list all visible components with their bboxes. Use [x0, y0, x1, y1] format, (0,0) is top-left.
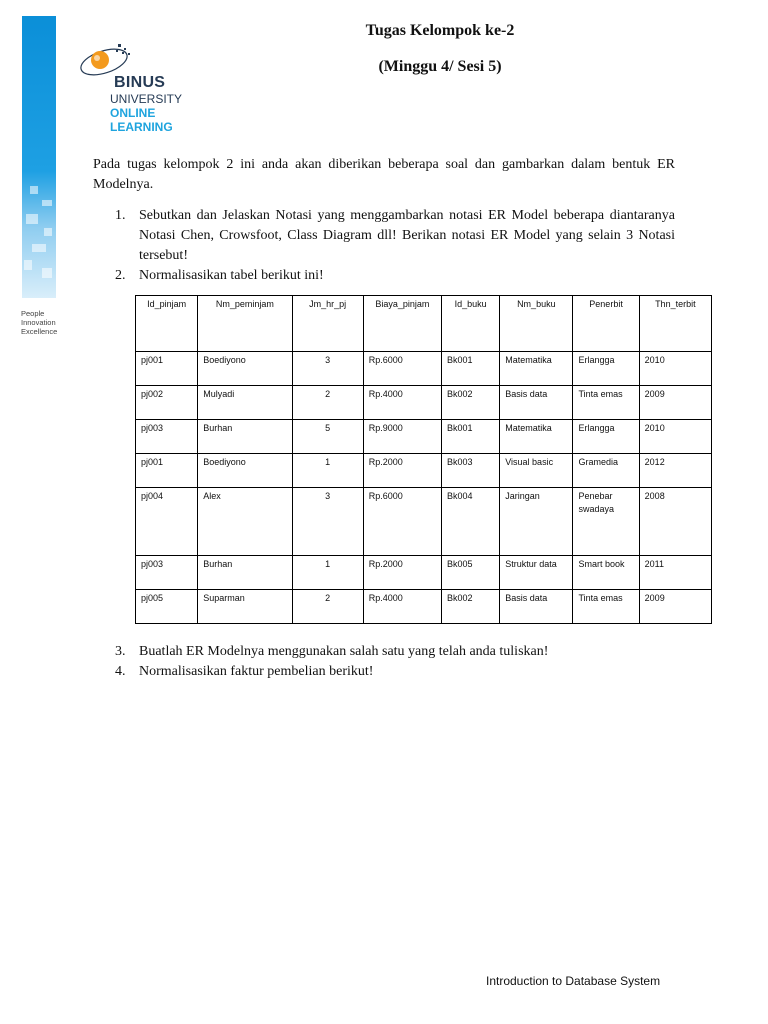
task-text: Sebutkan dan Jelaskan Notasi yang menggambarkan notasi ER Model beberapa diantaranya Notasi Chen, Crowsfoot, Class Diagram dll! Berikan notasi ER Model yang selain 3 Notasi tersebut!	[139, 208, 675, 263]
task-text: Buatlah ER Modelnya menggunakan salah satu yang telah anda tuliskan!	[139, 644, 549, 659]
table-row	[136, 590, 712, 624]
table-cell: Bk004	[442, 488, 500, 556]
table-cell: 2012	[639, 454, 711, 488]
table-cell: Penebar swadaya	[573, 488, 639, 556]
table-row	[136, 386, 712, 420]
task-text: Normalisasikan tabel berikut ini!	[139, 268, 324, 283]
table-cell: Boediyono	[198, 352, 292, 386]
table-cell: Gramedia	[573, 454, 639, 488]
column-header: Id_pinjam	[136, 296, 198, 352]
table-cell: Rp.4000	[363, 386, 441, 420]
table-row	[136, 454, 712, 488]
page-subtitle: (Minggu 4/ Sesi 5)	[378, 58, 502, 75]
table-cell: 2	[292, 590, 363, 624]
intro-paragraph: Pada tugas kelompok 2 ini anda akan diberikan beberapa soal dan gambarkan dalam bentuk ER Modelnya.	[93, 157, 675, 192]
tagline-excellence: Excellence	[21, 327, 58, 336]
table-cell: Basis data	[500, 386, 573, 420]
table-cell: pj001	[136, 352, 198, 386]
table-row	[136, 352, 712, 386]
table-cell: Burhan	[198, 420, 292, 454]
table-cell: Boediyono	[198, 454, 292, 488]
column-header: Nm_buku	[500, 296, 573, 352]
table-cell: 2009	[639, 386, 711, 420]
task-list-bottom	[93, 642, 675, 682]
table-cell: Rp.9000	[363, 420, 441, 454]
column-header: Id_buku	[442, 296, 500, 352]
table-row	[136, 488, 712, 556]
table-cell: 2011	[639, 556, 711, 590]
table-cell: Bk003	[442, 454, 500, 488]
table-cell: 3	[292, 488, 363, 556]
table-cell: Rp.6000	[363, 488, 441, 556]
table-cell: pj004	[136, 488, 198, 556]
table-cell: Suparman	[198, 590, 292, 624]
table-cell: Alex	[198, 488, 292, 556]
table-cell: Basis data	[500, 590, 573, 624]
table-cell: Tinta emas	[573, 590, 639, 624]
table-row	[136, 420, 712, 454]
table-cell: 5	[292, 420, 363, 454]
table-row	[136, 556, 712, 590]
list-item	[93, 662, 675, 682]
table-cell: Bk005	[442, 556, 500, 590]
table-cell: Bk001	[442, 352, 500, 386]
column-header: Thn_terbit	[639, 296, 711, 352]
table-cell: 2	[292, 386, 363, 420]
task-list-top	[93, 206, 675, 286]
tagline-people: People	[21, 309, 45, 318]
table-cell: Visual basic	[500, 454, 573, 488]
table-cell: 1	[292, 556, 363, 590]
decorative-stripe	[22, 16, 56, 298]
table-cell: Bk002	[442, 386, 500, 420]
tagline-innovation: Innovation	[21, 318, 56, 327]
column-header: Nm_peminjam	[198, 296, 292, 352]
table-cell: Matematika	[500, 420, 573, 454]
table-cell: Bk002	[442, 590, 500, 624]
table-cell: 2010	[639, 420, 711, 454]
column-header: Jm_hr_pj	[292, 296, 363, 352]
column-header: Biaya_pinjam	[363, 296, 441, 352]
table-cell: Rp.2000	[363, 454, 441, 488]
logo-university-text: UNIVERSITY	[110, 92, 183, 106]
task-number: 3.	[115, 644, 126, 659]
table-cell: 3	[292, 352, 363, 386]
table-cell: Burhan	[198, 556, 292, 590]
loan-table	[135, 295, 712, 624]
table-cell: Smart book	[573, 556, 639, 590]
table-header-row	[136, 296, 712, 352]
table-cell: 2008	[639, 488, 711, 556]
table-cell: pj005	[136, 590, 198, 624]
table-cell: pj003	[136, 420, 198, 454]
table-cell: Rp.2000	[363, 556, 441, 590]
logo-online-text: ONLINE	[110, 106, 156, 120]
table-cell: Erlangga	[573, 420, 639, 454]
table-cell: 2009	[639, 590, 711, 624]
table-cell: pj002	[136, 386, 198, 420]
table-cell: Tinta emas	[573, 386, 639, 420]
task-text: Normalisasikan faktur pembelian berikut!	[139, 664, 374, 679]
logo-binus-text: BINUS	[114, 74, 166, 91]
table-cell: pj001	[136, 454, 198, 488]
binus-logo	[78, 36, 198, 136]
list-item	[93, 206, 675, 266]
table-cell: 1	[292, 454, 363, 488]
table-cell: Erlangga	[573, 352, 639, 386]
table-cell: 2010	[639, 352, 711, 386]
task-number: 1.	[115, 208, 126, 223]
page-footer: Introduction to Database System	[486, 974, 661, 988]
list-item	[93, 642, 675, 662]
task-number: 2.	[115, 268, 126, 283]
table-cell: Bk001	[442, 420, 500, 454]
tagline	[21, 309, 57, 336]
table-cell: Matematika	[500, 352, 573, 386]
table-cell: Rp.6000	[363, 352, 441, 386]
table-cell: Rp.4000	[363, 590, 441, 624]
task-number: 4.	[115, 664, 126, 679]
column-header: Penerbit	[573, 296, 639, 352]
table-cell: Jaringan	[500, 488, 573, 556]
page-title: Tugas Kelompok ke-2	[365, 22, 515, 39]
table-cell: Struktur data	[500, 556, 573, 590]
logo-learning-text: LEARNING	[110, 120, 173, 134]
table-cell: Mulyadi	[198, 386, 292, 420]
table-cell: pj003	[136, 556, 198, 590]
list-item	[93, 266, 675, 286]
